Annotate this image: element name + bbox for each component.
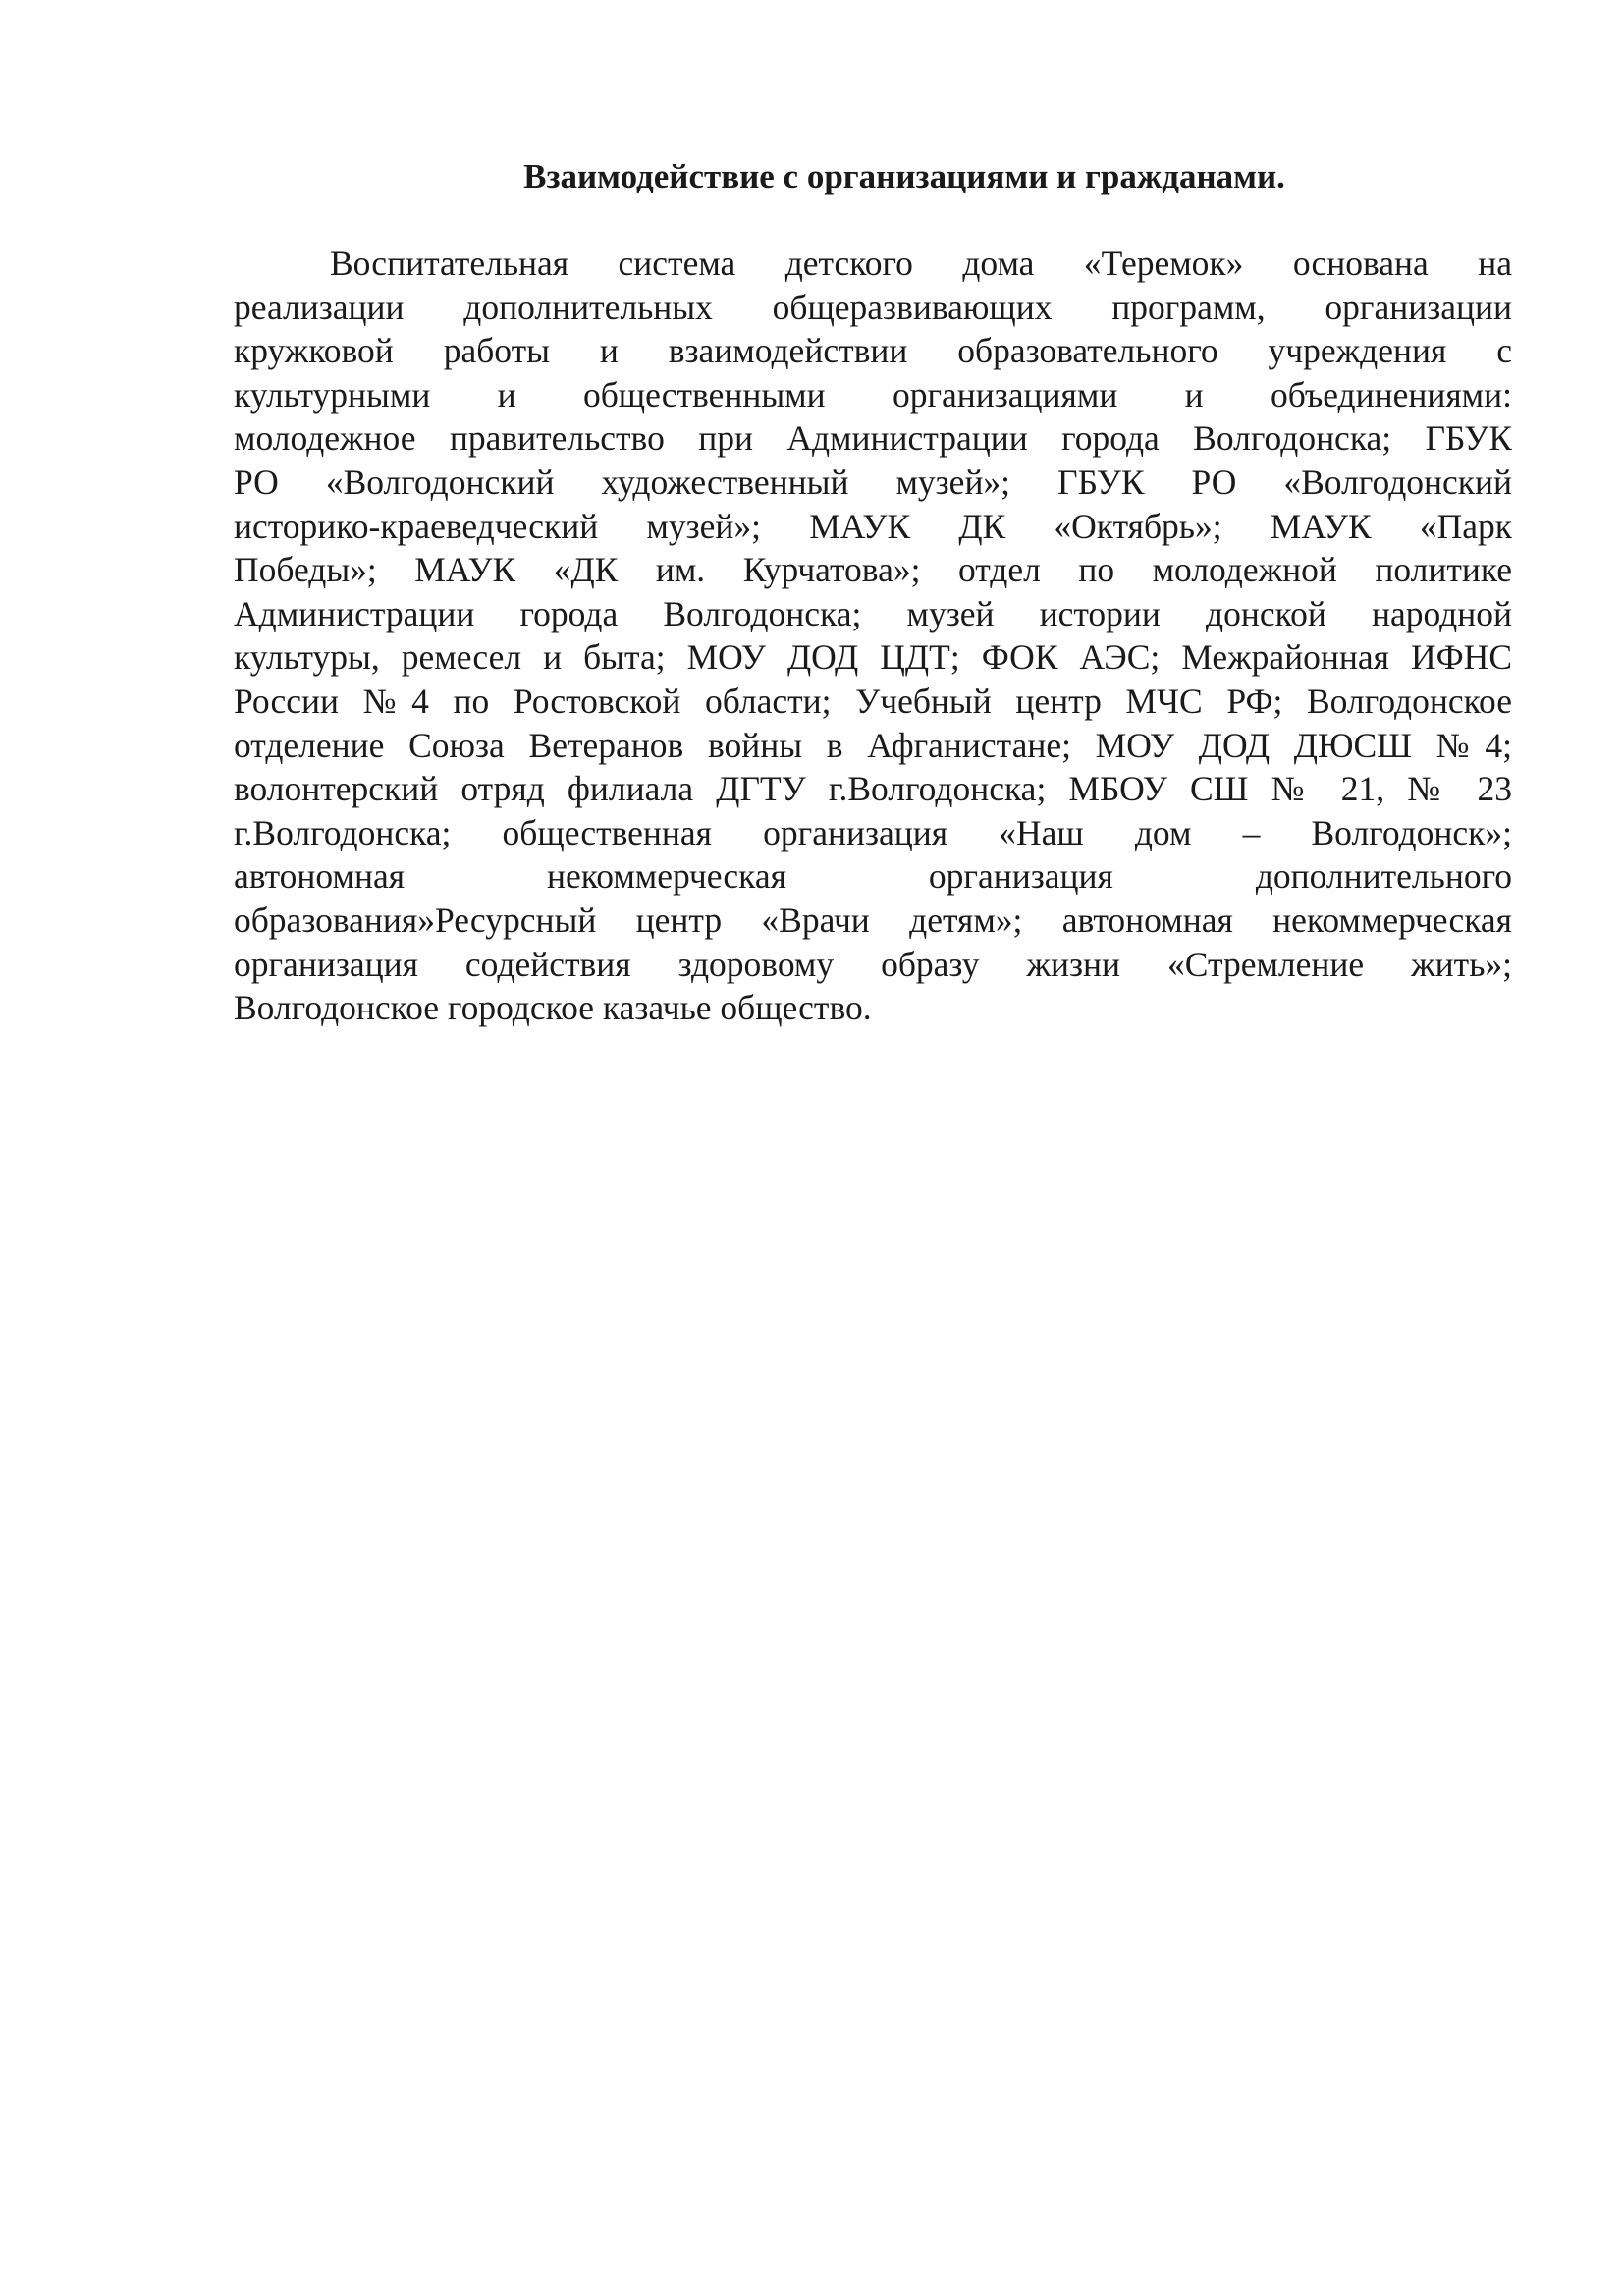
page-title: Взаимодействие с организациями и гражданами. <box>523 157 1285 195</box>
paragraph-line: Волгодонское городское казачье общество. <box>234 988 872 1028</box>
paragraph-line: Победы»; МАУК «ДК им. Курчатова»; отдел по молодежной политике <box>234 550 1512 590</box>
paragraph-line: реализации дополнительных общеразвивающих программ, организации <box>234 287 1512 327</box>
paragraph-line: волонтерский отряд филиала ДГТУ г.Волгодонска; МБОУ СШ № 21, № 23 <box>234 769 1512 809</box>
paragraph-line: историко-краеведческий музей»; МАУК ДК «Октябрь»; МАУК «Парк <box>234 506 1512 546</box>
paragraph-line: культурными и общественными организациями и объединениями: <box>234 374 1512 414</box>
paragraph-line: организация содействия здоровому образу жизни «Стремление жить»; <box>234 944 1512 984</box>
paragraph-line: Воспитательная система детского дома «Теремок» основана на <box>330 244 1512 283</box>
paragraph-line: культуры, ремесел и быта; МОУ ДОД ЦДТ; ФОК АЭС; Межрайонная ИФНС <box>234 637 1512 678</box>
paragraph-line: России №4 по Ростовской области; Учебный центр МЧС РФ; Волгодонское <box>234 681 1512 721</box>
paragraph-line: автономная некоммерческая организация дополнительного <box>234 856 1512 897</box>
paragraph-line: образования»Ресурсный центр «Врачи детям»; автономная некоммерческая <box>234 900 1512 940</box>
paragraph-line: РО «Волгодонский художественный музей»; ГБУК РО «Волгодонский <box>234 462 1512 502</box>
paragraph-line: кружковой работы и взаимодействии образовательного учреждения с <box>234 331 1512 371</box>
paragraph-line: г.Волгодонска; общественная организация «Наш дом – Волгодонск»; <box>234 812 1512 852</box>
paragraph-line: молодежное правительство при Администрации города Волгодонска; ГБУК <box>234 418 1512 459</box>
body-paragraph <box>234 242 1512 1030</box>
paragraph-line: Администрации города Волгодонска; музей истории донской народной <box>234 593 1512 633</box>
paragraph-line: отделение Союза Ветеранов войны в Афганистане; МОУ ДОД ДЮСШ №4; <box>234 725 1512 765</box>
